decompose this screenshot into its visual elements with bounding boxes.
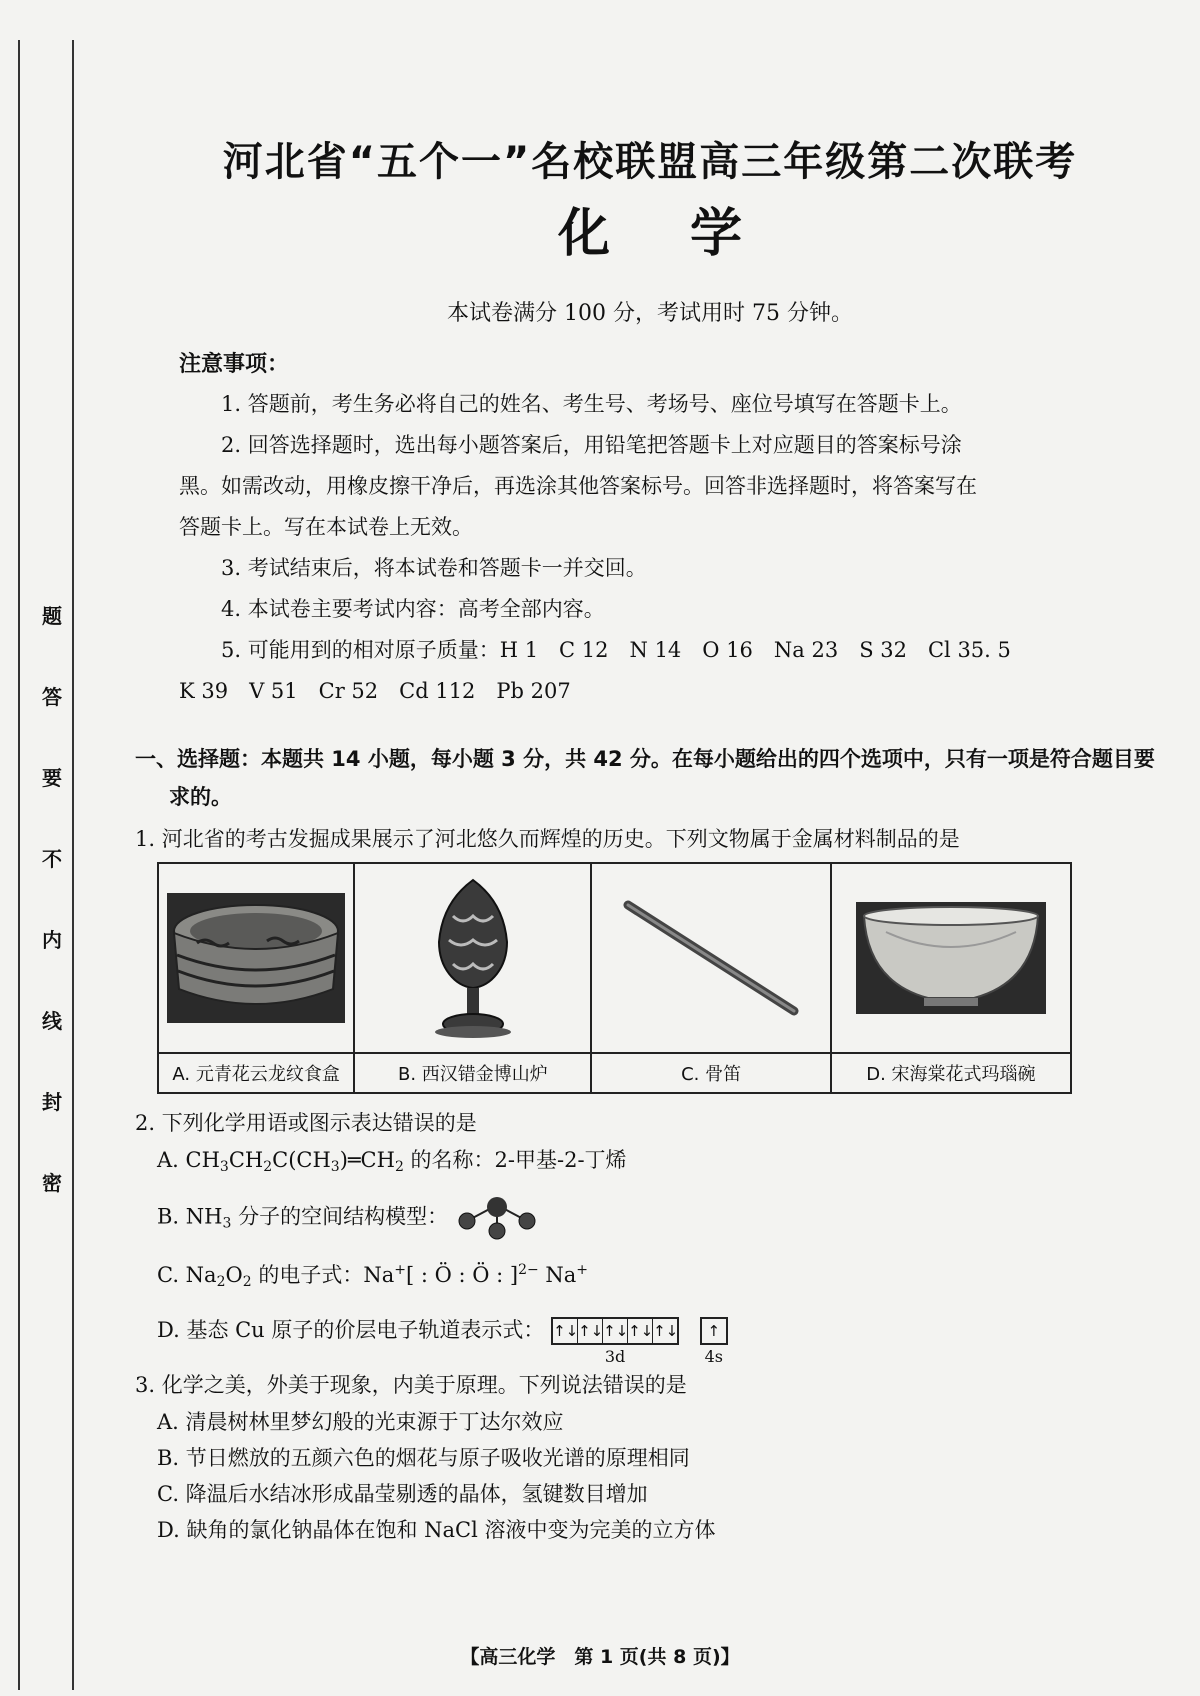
bone-flute-image (616, 893, 806, 1023)
seal-char: 要 (42, 766, 62, 790)
exam-page (135, 130, 1155, 1548)
seal-char: 答 (42, 685, 62, 709)
question-2-option-c: C. $Na_2O_2$ 的电子式：Na+[ : Ö : Ö : ]$^{2-}$ Na+ (157, 1261, 589, 1290)
artifact-image-c (591, 863, 830, 1053)
food-box-image (167, 893, 345, 1023)
notes-heading: 注意事项： (179, 352, 290, 377)
question-2-option-d: D. 基态 Cu 原子的价层电子轨道表示式： ↑↓ ↑↓ ↑↓ ↑↓ ↑↓ 3d ↑ 4s (157, 1312, 1155, 1366)
note-item-5-cont: K 39 V 51 Cr 52 Cd 112 Pb 207 (179, 679, 571, 703)
subject-char-1: 化 (557, 204, 690, 264)
incense-burner-image (423, 876, 523, 1041)
seal-char: 封 (42, 1090, 62, 1114)
seal-char: 不 (42, 847, 62, 871)
note-item-5: 5. 可能用到的相对原子质量：H 1 C 12 N 14 O 16 Na 23 S 32 Cl 35. 5 (221, 638, 1011, 662)
artifact-table (157, 862, 1072, 1094)
question-3-stem: 3. 化学之美，外美于现象，内美于原理。下列说法错误的是 (135, 1372, 687, 1397)
binding-line-outer (18, 40, 20, 1690)
artifact-caption-b: B. 西汉错金博山炉 (354, 1053, 591, 1093)
orbital-3d (551, 1312, 679, 1366)
note-item-2-cont: 黑。如需改动，用橡皮擦干净后，再选涂其他答案标号。回答非选择题时，将答案写在 (179, 474, 977, 498)
question-1-stem: 1. 河北省的考古发掘成果展示了河北悠久而辉煌的历史。下列文物属于金属材料制品的是 (135, 827, 960, 851)
seal-char: 密 (42, 1171, 62, 1195)
peroxide-electron-dot: [ : Ö : Ö : ] (405, 1262, 519, 1287)
orbital-4s (700, 1312, 728, 1366)
note-item-2-cont2: 答题卡上。写在本试卷上无效。 (179, 515, 473, 539)
exam-meta: 本试卷满分 100 分，考试用时 75 分钟。 (447, 301, 853, 326)
orbital-label-4s: 4s (704, 1346, 723, 1366)
seal-char: 线 (42, 1009, 62, 1033)
section-heading: 一、选择题：本题共 14 小题，每小题 3 分，共 42 分。在每小题给出的四个选项中，只有一项是符合题目要求的。 (135, 747, 1155, 809)
question-2-option-b: B. $NH_3$ 分子的空间结构模型： (157, 1195, 1155, 1242)
page-footer: 【高三化学 第 1 页(共 8 页)】 (460, 1646, 740, 1668)
question-3-option-a: A. 清晨树林里梦幻般的光束源于丁达尔效应 (157, 1409, 564, 1434)
exam-title: 河北省“五个一”名校联盟高三年级第二次联考 (222, 139, 1078, 185)
question-2-stem: 2. 下列化学用语或图示表达错误的是 (135, 1111, 477, 1135)
orbital-box: ↑↓ (553, 1319, 578, 1343)
orbital-label-3d: 3d (604, 1346, 626, 1366)
artifact-caption-c: C. 骨笛 (591, 1053, 830, 1093)
seal-char: 内 (42, 928, 62, 952)
orbital-box: ↑↓ (578, 1319, 603, 1343)
note-item-3: 3. 考试结束后，将本试卷和答题卡一并交回。 (221, 556, 647, 580)
nh3-model-icon (455, 1195, 539, 1241)
note-item-1: 1. 答题前，考生务必将自己的姓名、考生号、考场号、座位号填写在答题卡上。 (221, 392, 962, 416)
note-item-4: 4. 本试卷主要考试内容：高考全部内容。 (221, 597, 605, 621)
seal-char: 题 (42, 604, 62, 628)
question-3-option-d: D. 缺角的氯化钠晶体在饱和 NaCl 溶液中变为完美的立方体 (157, 1517, 716, 1542)
agate-bowl-image (856, 902, 1046, 1014)
artifact-image-d (831, 863, 1071, 1053)
subject-char-2: 学 (690, 204, 823, 264)
orbital-box: ↑↓ (653, 1322, 679, 1340)
binding-line-inner (72, 40, 74, 1690)
artifact-image-b (354, 863, 591, 1053)
artifact-caption-d: D. 宋海棠花式玛瑙碗 (831, 1053, 1071, 1093)
subject-title (225, 191, 1155, 266)
orbital-box: ↑↓ (603, 1319, 628, 1343)
orbital-box: ↑ (707, 1322, 721, 1340)
seal-line-text (40, 600, 64, 1196)
orbital-box: ↑↓ (628, 1319, 653, 1343)
question-2-option-a: A. $CH_3CH_2C(CH_3)═CH_2$ 的名称：2-甲基-2-丁烯 (157, 1148, 627, 1175)
question-3-option-b: B. 节日燃放的五颜六色的烟花与原子吸收光谱的原理相同 (157, 1445, 690, 1470)
artifact-caption-a: A. 元青花云龙纹食盒 (158, 1053, 354, 1093)
question-3-option-c: C. 降温后水结冰形成晶莹剔透的晶体，氢键数目增加 (157, 1481, 648, 1506)
note-item-2: 2. 回答选择题时，选出每小题答案后，用铅笔把答题卡上对应题目的答案标号涂 (221, 433, 962, 457)
artifact-image-a (158, 863, 354, 1053)
